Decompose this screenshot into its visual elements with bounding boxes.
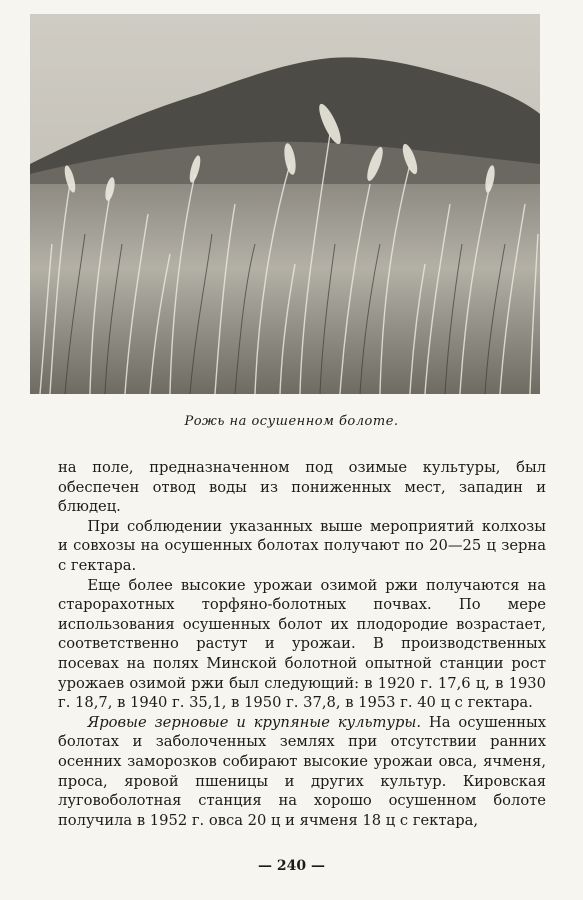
paragraph-1: на поле, предназначенном под озимые культуры, был обеспечен отвод воды из пониженных мест, западин и блюдец. [58,459,546,516]
paragraph-4 [58,713,546,831]
paragraph-4-text: На осушенных болотах и заболоченных землях при отсутствии ранних осенних заморозков собирают высокие урожаи овса, ячменя, проса, яровой пшеницы и других культур. Кировская луговоболотная станция на хорошо осушенном болоте получила в 1952 г. овса 20 ц и ячменя 18 ц с гектара, [58,713,546,829]
section-lead-heading: Яровые зерновые и крупяные культуры. [87,713,421,731]
figure-caption: Рожь на осушенном болоте. [184,414,399,429]
paragraph-3: Еще более высокие урожаи озимой ржи получаются на староpахотных торфяно-болотных почвах. По мере использования осушенных болот их плодородие возрастает, соответственно растут и урожаи. В производственных посевах на полях Минской болотной опытной станции рост урожаев озимой ржи был следующий: в 1920 г. 17,6 ц, в 1930 г. 18,7, в 1940 г. 35,1, в 1950 г. 37,8, в 1953 г. 40 ц с гектара. [58,576,546,712]
page-number: — 240 — [258,858,325,874]
rye-field-image [30,14,540,394]
rye-field-photo [30,14,540,394]
body-text [58,458,546,830]
paragraph-2: При соблюдении указанных выше мероприятий колхозы и совхозы на осушенных болотах получают по 20—25 ц зерна с гектара. [58,517,546,574]
